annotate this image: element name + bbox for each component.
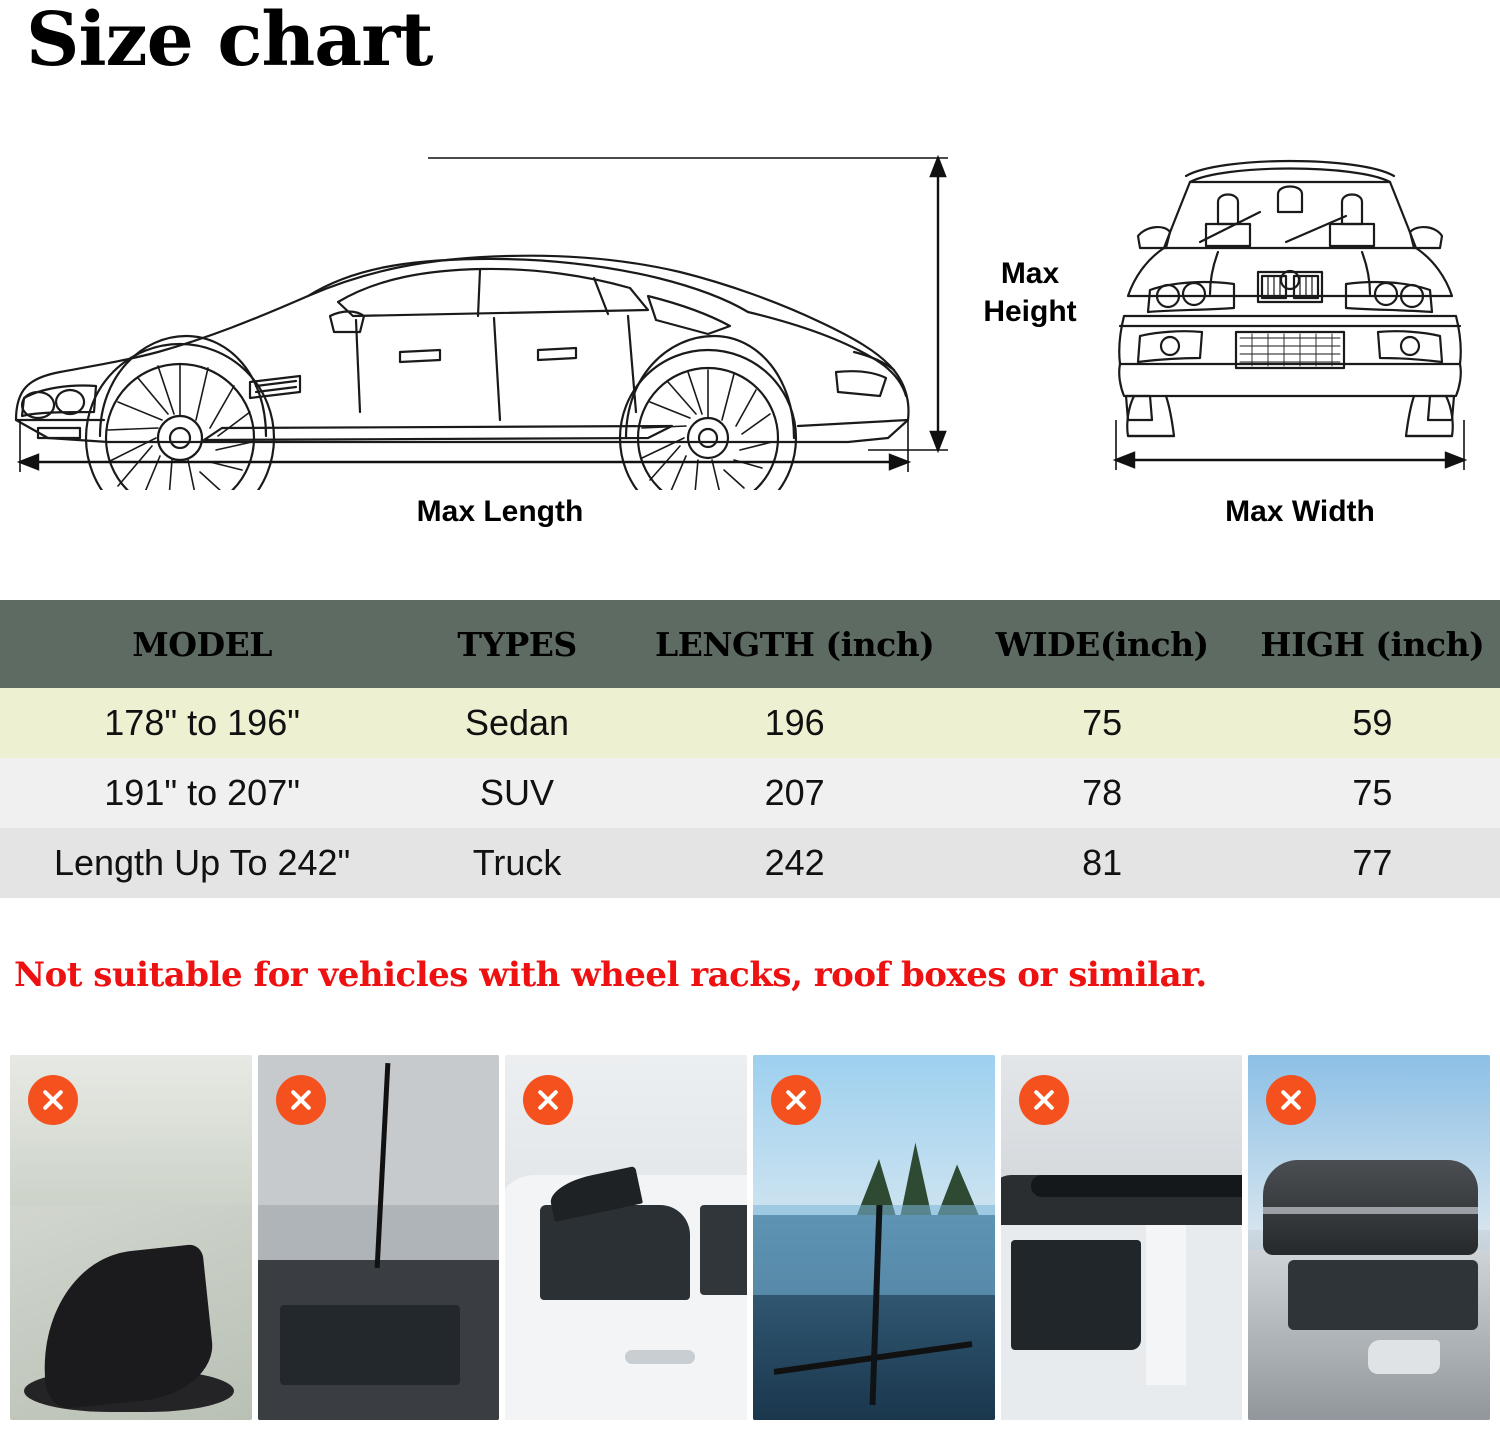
cell-high: 59 bbox=[1245, 688, 1500, 758]
warning-text: Not suitable for vehicles with wheel racks, roof boxes or similar. bbox=[14, 955, 1207, 995]
no-symbol-icon bbox=[276, 1075, 326, 1125]
cell-wide: 78 bbox=[960, 758, 1245, 828]
cell-wide: 75 bbox=[960, 688, 1245, 758]
photo-roof-spoiler bbox=[505, 1055, 747, 1420]
roof-rail-shape bbox=[1031, 1175, 1243, 1197]
photo-windshield-antenna bbox=[753, 1055, 995, 1420]
side-window bbox=[700, 1205, 747, 1295]
cell-type: Truck bbox=[404, 828, 629, 898]
cell-high: 75 bbox=[1245, 758, 1500, 828]
table-row bbox=[0, 688, 1500, 758]
caption-max-height-line1: Max bbox=[1000, 257, 1060, 290]
photo-roof-rail bbox=[1001, 1055, 1243, 1420]
no-symbol-icon bbox=[1019, 1075, 1069, 1125]
car-side-view-illustration bbox=[8, 120, 948, 490]
cell-model: 178" to 196" bbox=[0, 688, 404, 758]
car-front-view-illustration bbox=[1090, 120, 1490, 490]
photo-shark-fin-antenna bbox=[10, 1055, 252, 1420]
size-table bbox=[0, 600, 1500, 898]
caption-max-length: Max Length bbox=[416, 495, 584, 528]
column-header-length: LENGTH (inch) bbox=[630, 600, 960, 688]
cell-length: 207 bbox=[630, 758, 960, 828]
caption-max-height-line2: Height bbox=[983, 294, 1077, 328]
unsupported-features-gallery bbox=[10, 1055, 1490, 1420]
cell-model: Length Up To 242" bbox=[0, 828, 404, 898]
column-header-model: MODEL bbox=[0, 600, 404, 688]
table-header-row bbox=[0, 600, 1500, 688]
size-diagram bbox=[0, 110, 1500, 550]
no-symbol-icon bbox=[28, 1075, 78, 1125]
no-symbol-icon bbox=[771, 1075, 821, 1125]
cell-wide: 81 bbox=[960, 828, 1245, 898]
door-handle bbox=[625, 1350, 695, 1364]
car-window bbox=[1011, 1240, 1141, 1350]
table-row bbox=[0, 828, 1500, 898]
cell-length: 196 bbox=[630, 688, 960, 758]
cell-type: Sedan bbox=[404, 688, 629, 758]
side-mirror bbox=[1368, 1340, 1440, 1374]
cell-high: 77 bbox=[1245, 828, 1500, 898]
car-window bbox=[1288, 1260, 1478, 1330]
roof-box-seam bbox=[1263, 1207, 1478, 1214]
page-title: Size chart bbox=[26, 0, 433, 83]
photo-roof-box bbox=[1248, 1055, 1490, 1420]
column-header-types: TYPES bbox=[404, 600, 629, 688]
car-window bbox=[280, 1305, 460, 1385]
column-header-high: HIGH (inch) bbox=[1245, 600, 1500, 688]
car-pillar bbox=[1146, 1225, 1186, 1385]
photo-whip-antenna bbox=[258, 1055, 500, 1420]
caption-max-height bbox=[960, 255, 1100, 330]
no-symbol-icon bbox=[523, 1075, 573, 1125]
table-row bbox=[0, 758, 1500, 828]
cell-model: 191" to 207" bbox=[0, 758, 404, 828]
cell-length: 242 bbox=[630, 828, 960, 898]
column-header-wide: WIDE(inch) bbox=[960, 600, 1245, 688]
cell-type: SUV bbox=[404, 758, 629, 828]
caption-max-width: Max Width bbox=[1225, 495, 1375, 528]
